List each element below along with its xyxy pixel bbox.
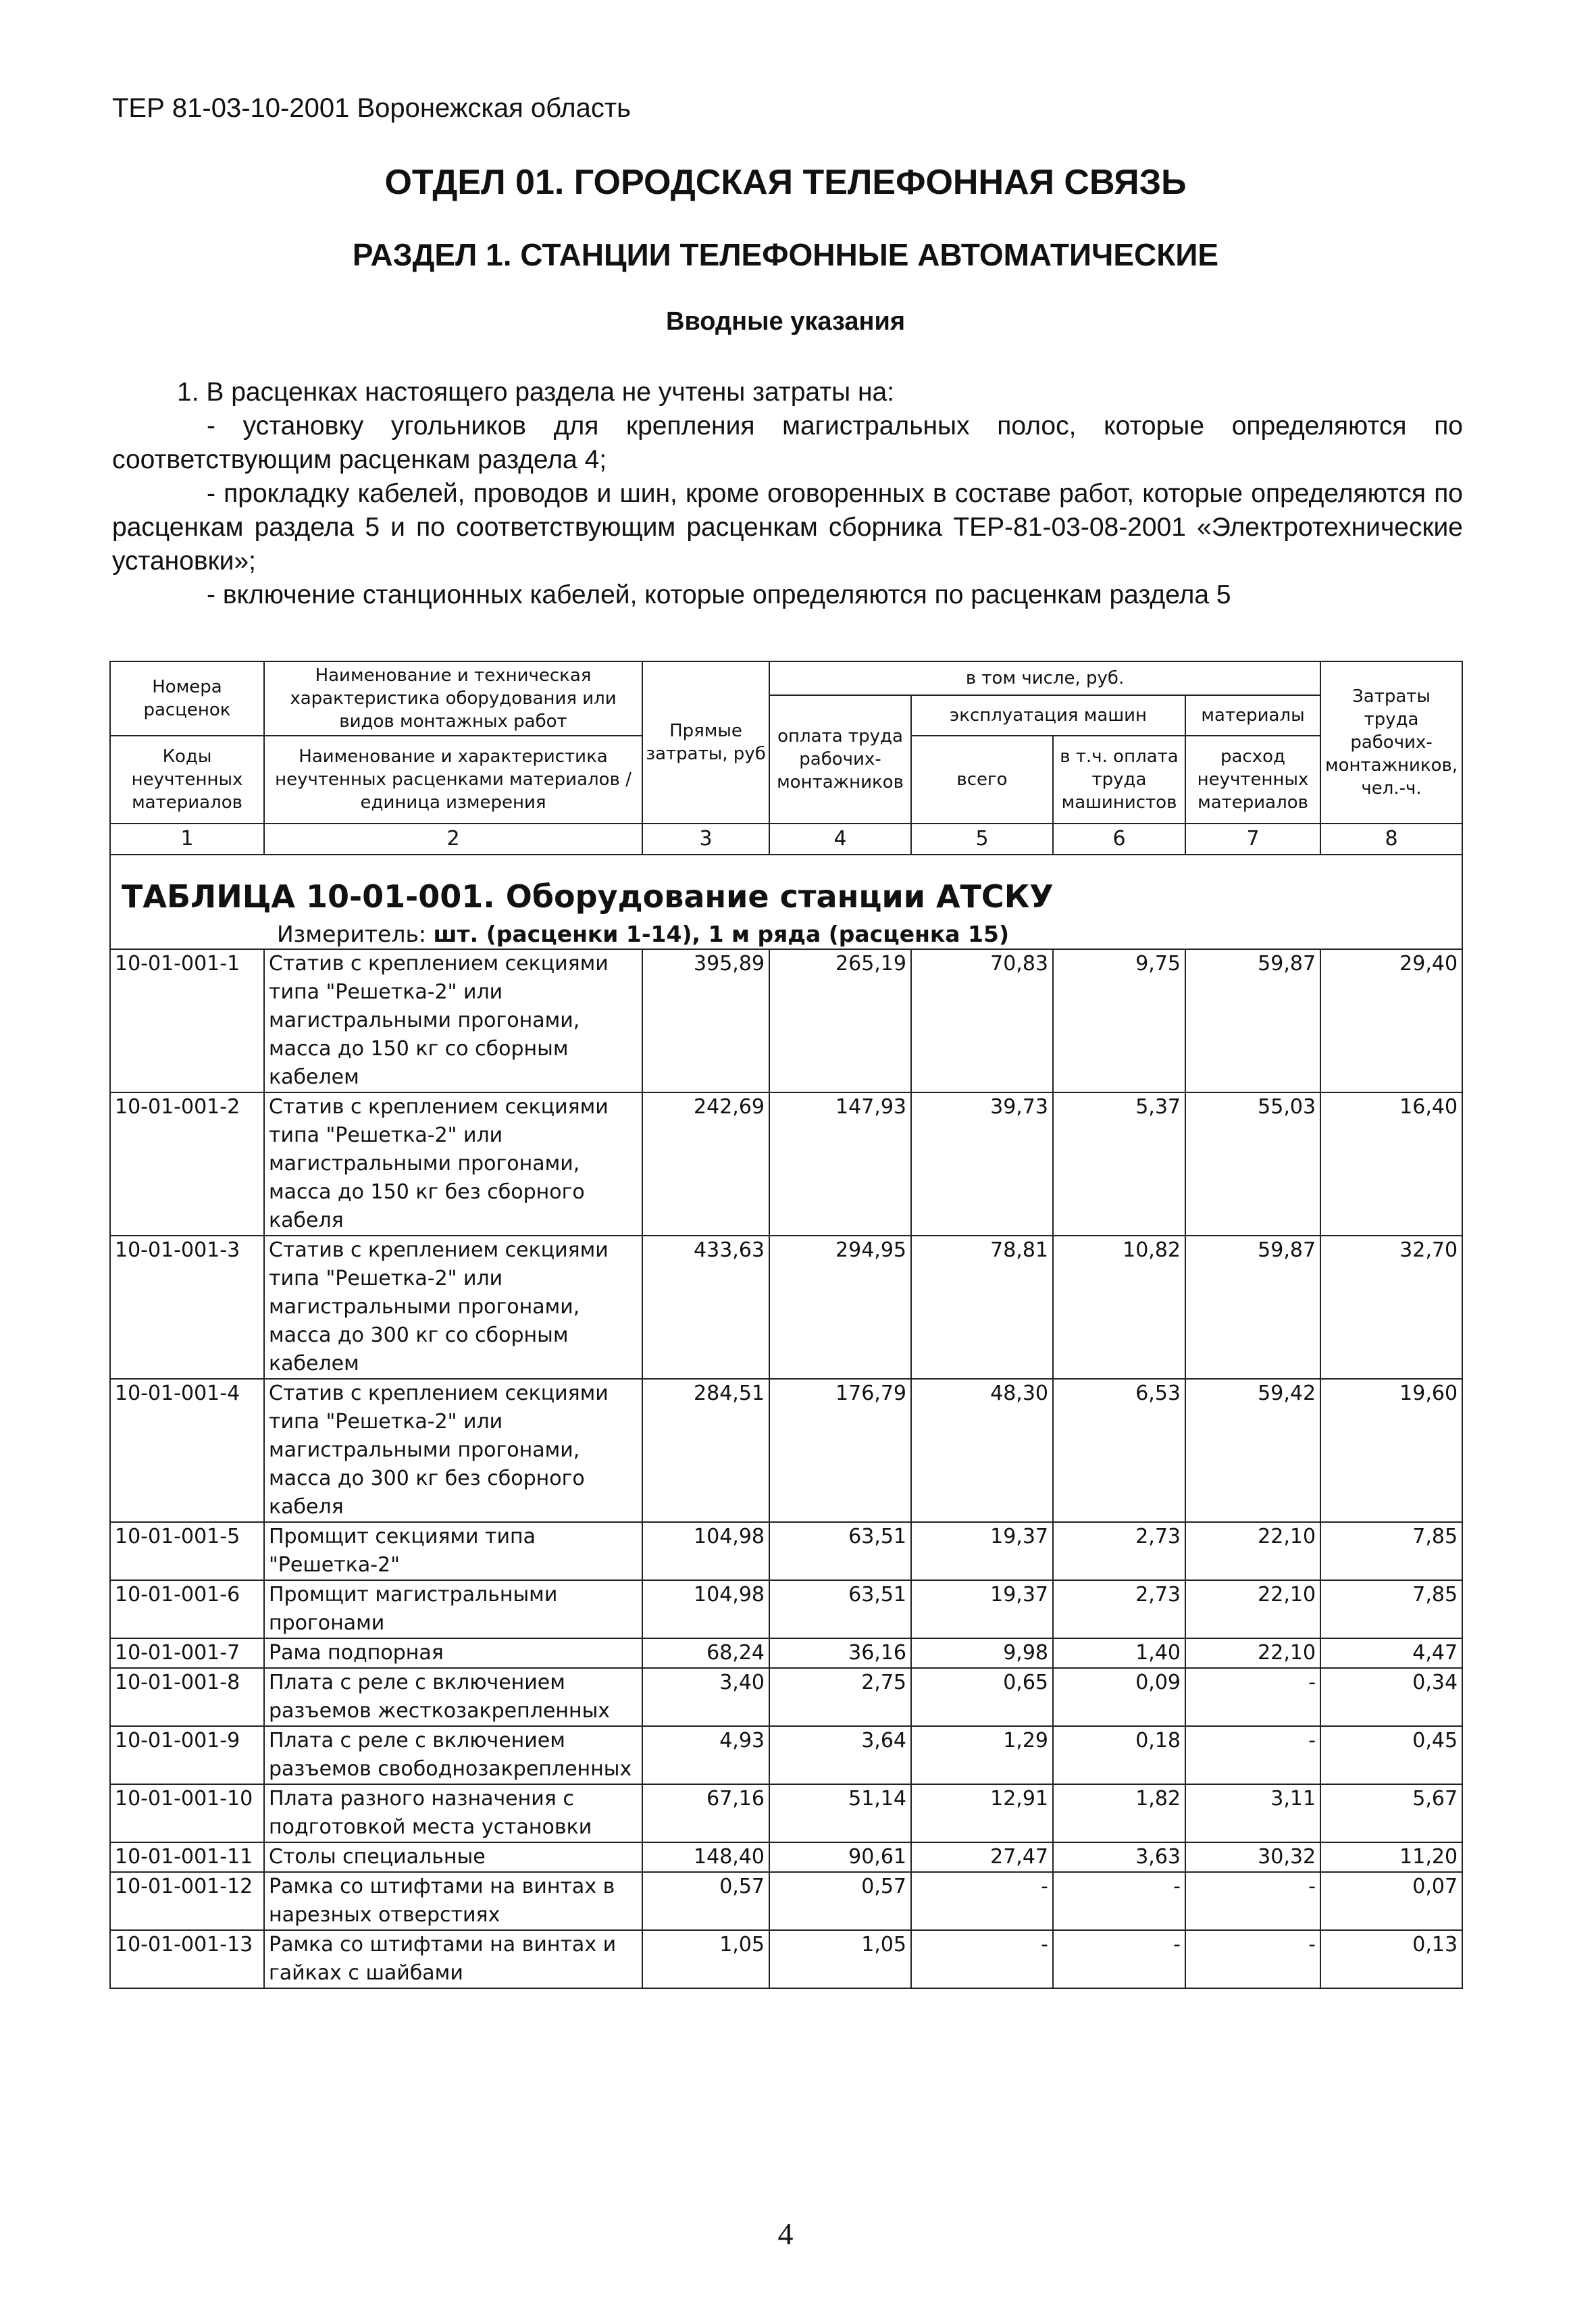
cell-materials: - <box>1185 1668 1320 1726</box>
cell-machines-labor: 9,75 <box>1053 949 1185 1092</box>
cell-rate-code: 10-01-001-10 <box>110 1784 264 1842</box>
cell-labor-pay: 147,93 <box>769 1092 911 1236</box>
column-number: 1 <box>110 824 264 855</box>
cell-labor-pay: 3,64 <box>769 1726 911 1784</box>
cell-labor-pay: 90,61 <box>769 1842 911 1872</box>
section-title: РАЗДЕЛ 1. СТАНЦИИ ТЕЛЕФОННЫЕ АВТОМАТИЧЕСКИЕ <box>352 237 1219 272</box>
cell-direct-costs: 68,24 <box>642 1638 769 1668</box>
table-row <box>110 1872 1462 1930</box>
cell-rate-name: Промщит магистральными прогонами <box>264 1580 642 1638</box>
table-row <box>110 1668 1462 1726</box>
column-number: 7 <box>1185 824 1320 855</box>
column-number: 8 <box>1320 824 1462 855</box>
table-row <box>110 1784 1462 1842</box>
cell-materials: - <box>1185 1872 1320 1930</box>
cell-labor-pay: 265,19 <box>769 949 911 1092</box>
cell-labor-hours: 0,07 <box>1320 1872 1462 1930</box>
cell-rate-code: 10-01-001-12 <box>110 1872 264 1930</box>
header-codes-bottom: Коды неучтенных материалов <box>110 736 264 824</box>
column-number: 2 <box>264 824 642 855</box>
cell-labor-hours: 0,34 <box>1320 1668 1462 1726</box>
cell-labor-pay: 1,05 <box>769 1930 911 1988</box>
cell-materials: - <box>1185 1930 1320 1988</box>
cell-rate-name: Плата с реле с включением разъемов свободнозакрепленных <box>264 1726 642 1784</box>
cell-machines-total: 9,98 <box>911 1638 1053 1668</box>
cell-rate-code: 10-01-001-11 <box>110 1842 264 1872</box>
header-labor-pay: оплата труда рабочих-монтажников <box>769 695 911 824</box>
header-including: в том числе, руб. <box>769 661 1320 695</box>
intro-paragraph-3: - прокладку кабелей, проводов и шин, кроме оговоренных в составе работ, которые определяются по расценкам раздела 5 и по соответствующим расценкам сборника ТЕР-81-03-08-2001 «Электротехнические установки»; <box>112 479 1463 576</box>
table-row <box>110 1930 1462 1988</box>
cell-machines-total: 78,81 <box>911 1236 1053 1379</box>
cell-machines-labor: 3,63 <box>1053 1842 1185 1872</box>
department-title: ОТДЕЛ 01. ГОРОДСКАЯ ТЕЛЕФОННАЯ СВЯЗЬ <box>384 163 1187 202</box>
cell-materials: 3,11 <box>1185 1784 1320 1842</box>
cell-direct-costs: 4,93 <box>642 1726 769 1784</box>
cell-machines-labor: 0,18 <box>1053 1726 1185 1784</box>
cell-rate-name: Рама подпорная <box>264 1638 642 1668</box>
cell-machines-total: 0,65 <box>911 1668 1053 1726</box>
cell-labor-hours: 32,70 <box>1320 1236 1462 1379</box>
cell-rate-name: Рамка со штифтами на винтах в нарезных отверстиях <box>264 1872 642 1930</box>
cell-labor-pay: 51,14 <box>769 1784 911 1842</box>
cell-materials: 30,32 <box>1185 1842 1320 1872</box>
cell-labor-hours: 19,60 <box>1320 1379 1462 1522</box>
cell-direct-costs: 1,05 <box>642 1930 769 1988</box>
column-number: 3 <box>642 824 769 855</box>
cell-machines-total: 70,83 <box>911 949 1053 1092</box>
table-row <box>110 949 1462 1092</box>
cell-labor-pay: 2,75 <box>769 1668 911 1726</box>
cell-machines-total: 19,37 <box>911 1580 1053 1638</box>
cell-rate-code: 10-01-001-3 <box>110 1236 264 1379</box>
cell-machines-labor: 10,82 <box>1053 1236 1185 1379</box>
table-row <box>110 1379 1462 1522</box>
header-name-top: Наименование и техническая характеристика оборудования или видов монтажных работ <box>264 661 642 736</box>
cell-rate-code: 10-01-001-1 <box>110 949 264 1092</box>
intro-paragraph-2: - установку угольников для крепления магистральных полос, которые определяются по соответствующим расценкам раздела 4; <box>112 411 1463 474</box>
cell-labor-hours: 0,45 <box>1320 1726 1462 1784</box>
header-direct-costs: Прямые затраты, руб <box>642 661 769 824</box>
cell-materials: 59,87 <box>1185 949 1320 1092</box>
header-codes-top: Номера расценок <box>110 661 264 736</box>
cell-rate-name: Столы специальные <box>264 1842 642 1872</box>
cell-machines-total: 19,37 <box>911 1522 1053 1580</box>
cell-labor-pay: 176,79 <box>769 1379 911 1522</box>
cell-machines-labor: 1,82 <box>1053 1784 1185 1842</box>
cell-machines-labor: - <box>1053 1872 1185 1930</box>
column-number: 6 <box>1053 824 1185 855</box>
page-number: 4 <box>777 2217 794 2251</box>
cell-materials: 55,03 <box>1185 1092 1320 1236</box>
cell-rate-name: Статив с креплением секциями типа "Решетка-2" или магистральными прогонами, масса до 300 кг со сборным кабелем <box>264 1236 642 1379</box>
table-row <box>110 1726 1462 1784</box>
cell-labor-hours: 11,20 <box>1320 1842 1462 1872</box>
table-title: ТАБЛИЦА 10-01-001. Оборудование станции АТСКУ <box>122 878 1054 915</box>
column-number: 5 <box>911 824 1053 855</box>
cell-labor-hours: 16,40 <box>1320 1092 1462 1236</box>
header-materials: материалы <box>1185 695 1320 736</box>
cell-rate-name: Плата разного назначения с подготовкой места установки <box>264 1784 642 1842</box>
cell-machines-labor: 2,73 <box>1053 1522 1185 1580</box>
table-row <box>110 1638 1462 1668</box>
cell-rate-code: 10-01-001-4 <box>110 1379 264 1522</box>
table-row <box>110 1522 1462 1580</box>
table-header <box>110 661 1462 855</box>
cell-rate-code: 10-01-001-6 <box>110 1580 264 1638</box>
cell-direct-costs: 0,57 <box>642 1872 769 1930</box>
cell-machines-total: - <box>911 1872 1053 1930</box>
cell-labor-hours: 4,47 <box>1320 1638 1462 1668</box>
cell-rate-code: 10-01-001-9 <box>110 1726 264 1784</box>
intro-text <box>112 376 1463 612</box>
cell-materials: 22,10 <box>1185 1522 1320 1580</box>
meter-value: шт. (расценки 1-14), 1 м ряда (расценка 15) <box>433 921 1010 947</box>
cell-direct-costs: 3,40 <box>642 1668 769 1726</box>
cell-machines-labor: 6,53 <box>1053 1379 1185 1522</box>
cell-rate-name: Статив с креплением секциями типа "Решетка-2" или магистральными прогонами, масса до 300 кг без сборного кабеля <box>264 1379 642 1522</box>
meter-label: Измеритель: <box>277 921 434 947</box>
table-body <box>110 855 1462 1988</box>
cell-direct-costs: 104,98 <box>642 1580 769 1638</box>
cell-labor-hours: 0,13 <box>1320 1930 1462 1988</box>
cell-machines-total: 12,91 <box>911 1784 1053 1842</box>
intro-paragraph-4: - включение станционных кабелей, которые определяются по расценкам раздела 5 <box>207 580 1231 609</box>
cell-machines-total: 1,29 <box>911 1726 1053 1784</box>
cell-rate-code: 10-01-001-2 <box>110 1092 264 1236</box>
cell-machines-labor: 2,73 <box>1053 1580 1185 1638</box>
cell-materials: 59,42 <box>1185 1379 1320 1522</box>
cell-machines-labor: 1,40 <box>1053 1638 1185 1668</box>
price-table <box>109 661 1463 1989</box>
cell-labor-hours: 5,67 <box>1320 1784 1462 1842</box>
cell-machines-total: 39,73 <box>911 1092 1053 1236</box>
cell-labor-hours: 7,85 <box>1320 1522 1462 1580</box>
cell-rate-code: 10-01-001-5 <box>110 1522 264 1580</box>
cell-direct-costs: 104,98 <box>642 1522 769 1580</box>
table-row <box>110 1092 1462 1236</box>
header-name-bottom: Наименование и характеристика неучтенных расценками материалов / единица измерения <box>264 736 642 824</box>
cell-rate-code: 10-01-001-13 <box>110 1930 264 1988</box>
cell-materials: - <box>1185 1726 1320 1784</box>
cell-direct-costs: 395,89 <box>642 949 769 1092</box>
cell-machines-labor: 5,37 <box>1053 1092 1185 1236</box>
cell-rate-name: Плата с реле с включением разъемов жесткозакрепленных <box>264 1668 642 1726</box>
cell-materials: 59,87 <box>1185 1236 1320 1379</box>
cell-rate-code: 10-01-001-7 <box>110 1638 264 1668</box>
cell-rate-name: Статив с креплением секциями типа "Решетка-2" или магистральными прогонами, масса до 150 кг со сборным кабелем <box>264 949 642 1092</box>
cell-machines-labor: - <box>1053 1930 1185 1988</box>
intro-heading: Вводные указания <box>666 307 905 336</box>
cell-labor-hours: 7,85 <box>1320 1580 1462 1638</box>
cell-machines-total: - <box>911 1930 1053 1988</box>
header-machines: эксплуатация машин <box>911 695 1185 736</box>
header-machines-total: всего <box>911 736 1053 824</box>
table-meter <box>115 920 1458 949</box>
cell-materials: 22,10 <box>1185 1638 1320 1668</box>
cell-labor-pay: 0,57 <box>769 1872 911 1930</box>
cell-rate-code: 10-01-001-8 <box>110 1668 264 1726</box>
cell-rate-name: Рамка со штифтами на винтах и гайках с шайбами <box>264 1930 642 1988</box>
intro-paragraph-1: 1. В расценках настоящего раздела не учтены затраты на: <box>177 378 895 407</box>
cell-direct-costs: 242,69 <box>642 1092 769 1236</box>
cell-machines-labor: 0,09 <box>1053 1668 1185 1726</box>
cell-direct-costs: 148,40 <box>642 1842 769 1872</box>
cell-direct-costs: 433,63 <box>642 1236 769 1379</box>
cell-machines-total: 48,30 <box>911 1379 1053 1522</box>
cell-rate-name: Промщит секциями типа "Решетка-2" <box>264 1522 642 1580</box>
cell-materials: 22,10 <box>1185 1580 1320 1638</box>
table-row <box>110 1842 1462 1872</box>
cell-labor-pay: 294,95 <box>769 1236 911 1379</box>
table-row <box>110 1580 1462 1638</box>
table-row <box>110 1236 1462 1379</box>
column-number: 4 <box>769 824 911 855</box>
cell-labor-pay: 63,51 <box>769 1580 911 1638</box>
cell-labor-pay: 63,51 <box>769 1522 911 1580</box>
header-machines-labor: в т.ч. оплата труда машинистов <box>1053 736 1185 824</box>
column-numbers-row <box>110 824 1462 855</box>
header-materials-unaccounted: расход неучтенных материалов <box>1185 736 1320 824</box>
cell-labor-pay: 36,16 <box>769 1638 911 1668</box>
cell-direct-costs: 284,51 <box>642 1379 769 1522</box>
header-labor-hours: Затраты труда рабочих-монтажников, чел.-ч. <box>1320 661 1462 824</box>
cell-rate-name: Статив с креплением секциями типа "Решетка-2" или магистральными прогонами, масса до 150 кг без сборного кабеля <box>264 1092 642 1236</box>
cell-labor-hours: 29,40 <box>1320 949 1462 1092</box>
cell-machines-total: 27,47 <box>911 1842 1053 1872</box>
cell-direct-costs: 67,16 <box>642 1784 769 1842</box>
document-header: ТЕР 81-03-10-2001 Воронежская область <box>112 93 632 123</box>
